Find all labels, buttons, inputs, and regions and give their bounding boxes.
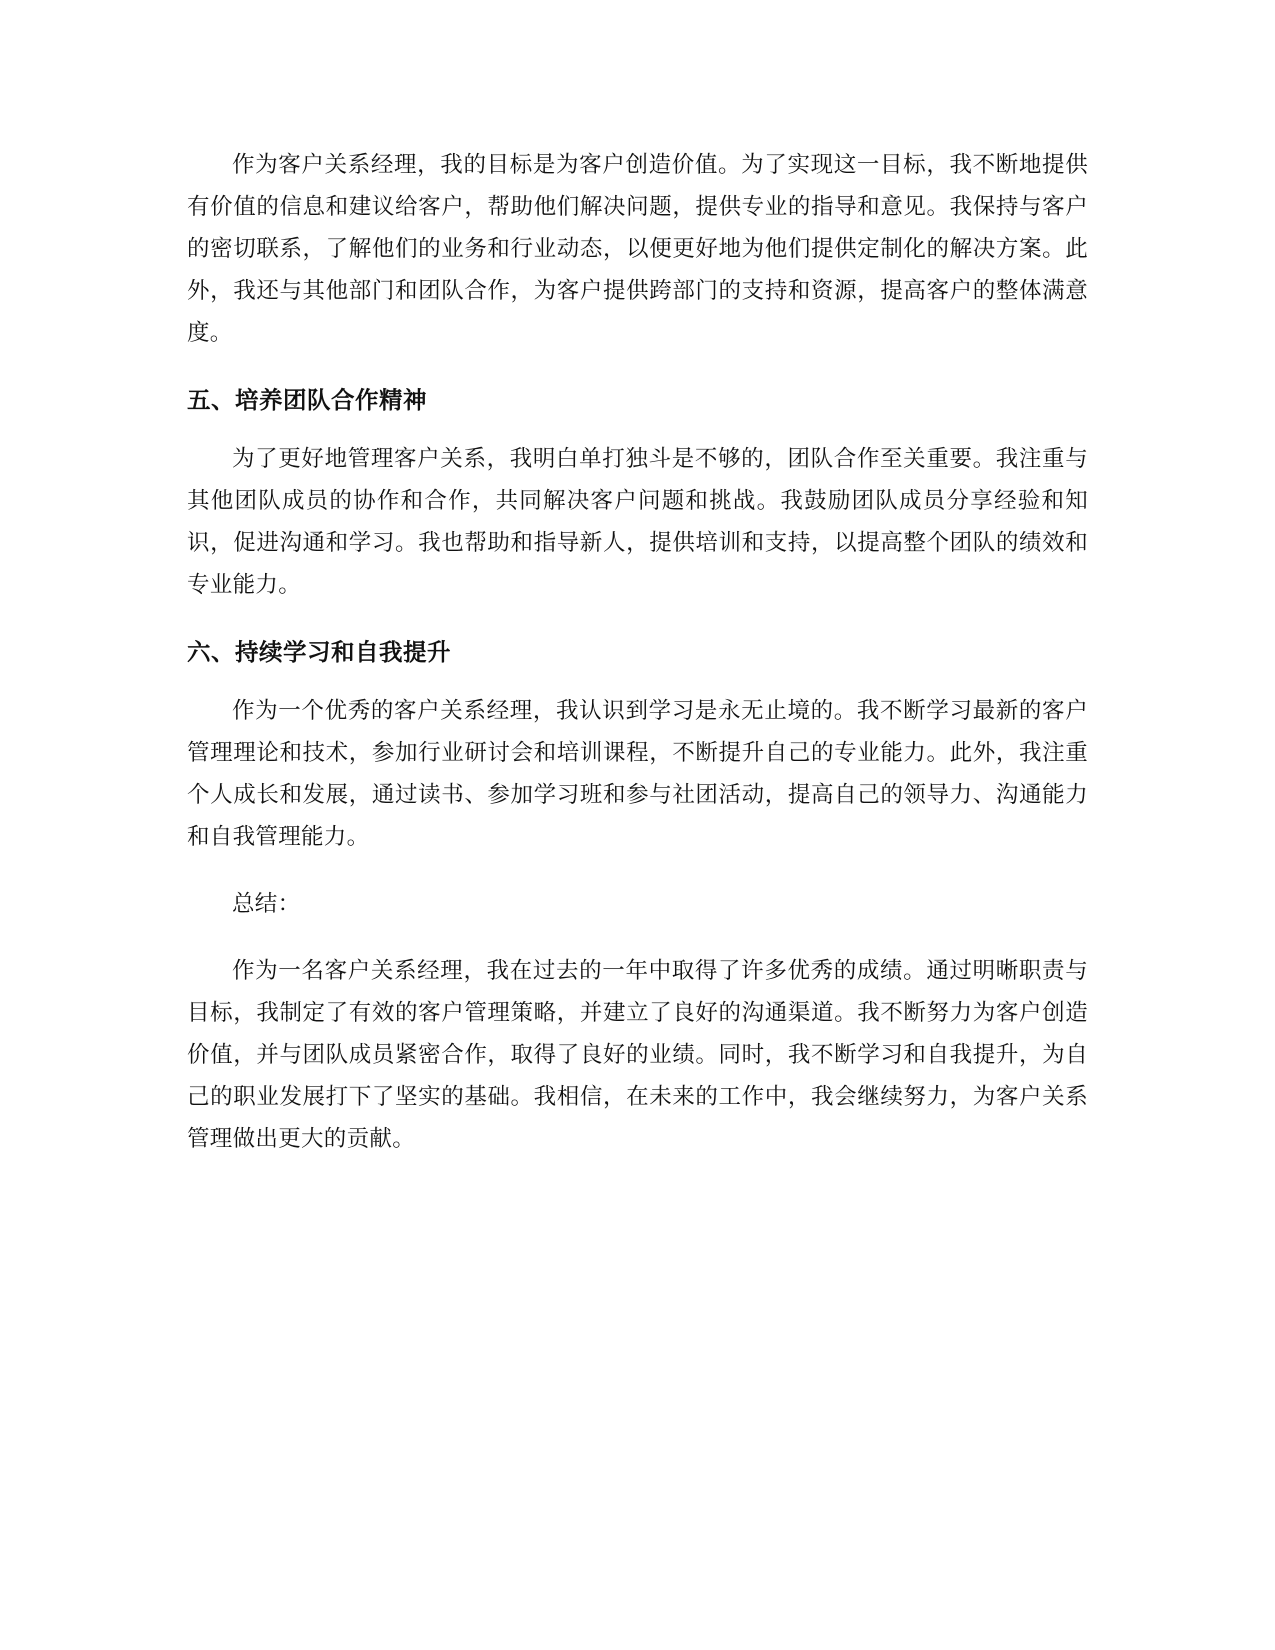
- section-heading-learning: 六、持续学习和自我提升: [187, 638, 451, 666]
- paragraph-teamwork: 为了更好地管理客户关系，我明白单打独斗是不够的，团队合作至关重要。我注重与其他团队成员的协作和合作，共同解决客户问题和挑战。我鼓励团队成员分享经验和知识，促进沟通和学习。我也帮助和指导新人，提供培训和支持，以提高整个团队的绩效和专业能力。: [187, 446, 1088, 598]
- spacer: [187, 925, 1088, 950]
- paragraph-summary: 作为一名客户关系经理，我在过去的一年中取得了许多优秀的成绩。通过明晰职责与目标，我制定了有效的客户管理策略，并建立了良好的沟通渠道。我不断努力为客户创造价值，并与团队成员紧密合作，取得了良好的业绩。同时，我不断学习和自我提升，为自己的职业发展打下了坚实的基础。我相信，在未来的工作中，我会继续努力，为客户关系管理做出更大的贡献。: [187, 958, 1088, 1152]
- paragraph-customer-value: 作为客户关系经理，我的目标是为客户创造价值。为了实现这一目标，我不断地提供有价值的信息和建议给客户，帮助他们解决问题，提供专业的指导和意见。我保持与客户的密切联系，了解他们的业务和行业动态，以便更好地为他们提供定制化的解决方案。此外，我还与其他部门和团队合作，为客户提供跨部门的支持和资源，提高客户的整体满意度。: [187, 152, 1088, 346]
- section-heading-teamwork: 五、培养团队合作精神: [187, 386, 427, 414]
- summary-label: 总结：: [232, 891, 301, 917]
- spacer: [187, 673, 1088, 690]
- paragraph-learning: 作为一个优秀的客户关系经理，我认识到学习是永无止境的。我不断学习最新的客户管理理论和技术，参加行业研讨会和培训课程，不断提升自己的专业能力。此外，我注重个人成长和发展，通过读书、参加学习班和参与社团活动，提高自己的领导力、沟通能力和自我管理能力。: [187, 698, 1088, 850]
- spacer: [187, 858, 1088, 883]
- spacer: [187, 354, 1088, 379]
- spacer: [187, 606, 1088, 631]
- spacer: [187, 421, 1088, 438]
